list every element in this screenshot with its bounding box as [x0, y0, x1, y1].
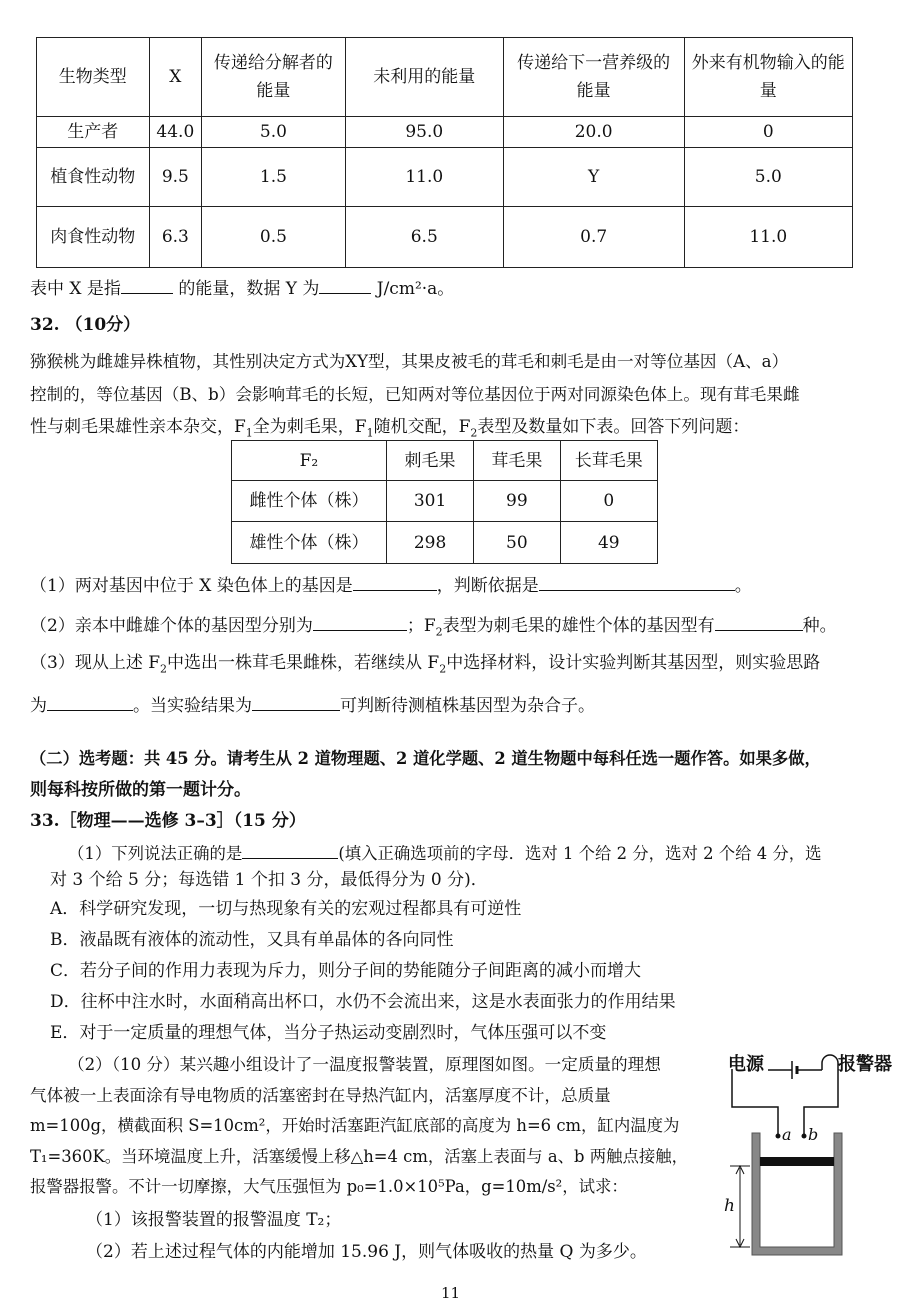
table-cell: 95.0 [345, 117, 503, 148]
table-cell: 5.0 [684, 148, 852, 207]
option-e: E．对于一定质量的理想气体，当分子热运动变剧烈时，气体压强可以不变 [50, 1023, 607, 1043]
answer-blank[interactable] [539, 572, 735, 591]
q33-sub1: （1）该报警装置的报警温度 T₂； [86, 1210, 342, 1230]
alarm-label: 报警器 [838, 1054, 892, 1075]
q32-part1: （1）两对基因中位于 X 染色体上的基因是 ，判断依据是 。 [30, 572, 752, 598]
option-c: C．若分子间的作用力表现为斥力，则分子间的势能随分子间距离的减小而增大 [50, 961, 642, 981]
table-header: F₂ [232, 441, 387, 481]
energy-table [36, 37, 853, 268]
q32-intro: 控制的，等位基因（B、b）会影响茸毛的长短，已知两对等位基因位于两对同源染色体上。现有茸毛果雌 [30, 385, 800, 404]
table-cell: 肉食性动物 [37, 207, 150, 268]
option-b: B．液晶既有液体的流动性，又具有单晶体的各向同性 [50, 930, 454, 950]
q33-part2: 气体被一上表面涂有导电物质的活塞密封在导热汽缸内，活塞厚度不计，总质量 [30, 1086, 611, 1105]
table-cell: 0 [684, 117, 852, 148]
q33-title: 33.［物理——选修 3–3］（15 分） [30, 811, 306, 831]
contact-b [802, 1134, 807, 1139]
elective-instructions: （二）选考题：共 45 分。请考生从 2 道物理题、2 道化学题、2 道生物题中每科任选一题作答。如果多做， [30, 749, 821, 768]
table-header: 未利用的能量 [345, 38, 503, 117]
table-header: 外来有机物输入的能量 [684, 38, 852, 117]
table-cell: 雌性个体（株） [232, 481, 387, 522]
table-cell: 0 [560, 481, 657, 522]
table-cell: 99 [474, 481, 560, 522]
answer-blank[interactable] [47, 692, 133, 711]
answer-blank[interactable] [319, 275, 371, 294]
contact-a [776, 1134, 781, 1139]
table-cell: Y [503, 148, 684, 207]
answer-blank[interactable] [313, 612, 407, 631]
q33-part2: m=100g，横截面积 S=10cm²，开始时活塞距汽缸底部的高度为 h=6 cm，缸内温度为 [30, 1116, 680, 1135]
contact-b-label: b [808, 1125, 819, 1144]
table-cell: 301 [386, 481, 473, 522]
f2-table [231, 440, 658, 564]
q32-part3: （3）现从上述 $F_2$中选出一株茸毛果雌株，若继续从 $F_2$中选择材料，设计实验判断其基因型，则实验思路 [30, 653, 821, 676]
table-cell: 6.3 [149, 207, 202, 268]
answer-blank[interactable] [715, 612, 803, 631]
answer-blank[interactable] [121, 275, 173, 294]
alarm-bell-icon [822, 1055, 838, 1070]
table-cell: 0.7 [503, 207, 684, 268]
answer-blank[interactable] [353, 572, 437, 591]
q33-sub2: （2）若上述过程气体的内能增加 15.96 J，则气体吸收的热量 Q 为多少。 [86, 1242, 647, 1262]
contact-a-label: a [782, 1125, 792, 1144]
q32-intro: 性与刺毛果雄性亲本杂交，$F_1$全为刺毛果，$F_1$随机交配，$F_2$表型及数量如下表。回答下列问题： [30, 417, 750, 440]
table-cell: 植食性动物 [37, 148, 150, 207]
table-cell: 5.0 [202, 117, 346, 148]
table-header: 传递给下一营养级的能量 [503, 38, 684, 117]
table-cell: 44.0 [149, 117, 202, 148]
table-cell: 6.5 [345, 207, 503, 268]
table-header: 传递给分解者的能量 [202, 38, 346, 117]
q33-part2: T₁=360K。当环境温度上升，活塞缓慢上移△h=4 cm，活塞上表面与 a、b 两触点接触， [30, 1147, 689, 1166]
table-cell: 298 [386, 522, 473, 564]
q32-part2: （2）亲本中雌雄个体的基因型分别为 ；$F_2$表型为刺毛果的雄性个体的基因型有 种。 [30, 612, 837, 644]
table-header: 长茸毛果 [560, 441, 657, 481]
option-d: D．往杯中注水时，水面稍高出杯口，水仍不会流出来，这是水表面张力的作用结果 [50, 992, 676, 1012]
q33-part1: （1）下列说法正确的是 (填入正确选项前的字母．选对 1 个给 2 分，选对 2 个给 4 分，选 [68, 840, 822, 866]
table-cell: 50 [474, 522, 560, 564]
table-header: 刺毛果 [386, 441, 473, 481]
q33-part2: 报警器报警。不计一切摩擦，大气压强恒为 p₀=1.0×10⁵Pa，g=10m/s²，试求： [30, 1177, 628, 1196]
table-header: X [149, 38, 202, 117]
table-cell: 20.0 [503, 117, 684, 148]
q33-part1-cont: 对 3 个给 5 分；每选错 1 个扣 3 分，最低得分为 0 分)． [50, 870, 488, 890]
circuit-wire [732, 1075, 778, 1135]
table-cell: 11.0 [345, 148, 503, 207]
power-label: 电源 [728, 1054, 764, 1075]
table-cell: 雄性个体（株） [232, 522, 387, 564]
q31-answer-line: 表中 X 是指 的能量，数据 Y 为 J/cm²·a。 [30, 275, 454, 301]
cylinder [752, 1133, 842, 1255]
table-cell: 0.5 [202, 207, 346, 268]
table-cell: 1.5 [202, 148, 346, 207]
table-cell: 9.5 [149, 148, 202, 207]
table-header: 生物类型 [37, 38, 150, 117]
table-header: 茸毛果 [474, 441, 560, 481]
table-cell: 49 [560, 522, 657, 564]
q32-part3-cont: 为 。当实验结果为 可判断待测植株基因型为杂合子。 [30, 692, 595, 718]
table-cell: 11.0 [684, 207, 852, 268]
q32-intro: 猕猴桃为雌雄异株植物，其性别决定方式为XY型，其果皮被毛的茸毛和刺毛是由一对等位基因（A、a） [30, 352, 789, 371]
table-cell: 生产者 [37, 117, 150, 148]
answer-blank[interactable] [242, 840, 338, 859]
page-number: 11 [441, 1284, 461, 1302]
piston [760, 1157, 834, 1166]
height-label: h [724, 1196, 735, 1216]
option-a: A．科学研究发现，一切与热现象有关的宏观过程都具有可逆性 [50, 899, 522, 919]
answer-blank[interactable] [252, 692, 340, 711]
q33-part2: （2）（10 分）某兴趣小组设计了一温度报警装置，原理图如图。一定质量的理想 [68, 1055, 661, 1074]
elective-instructions: 则每科按所做的第一题计分。 [30, 780, 251, 800]
alarm-device-diagram [722, 1045, 900, 1280]
q32-title: 32. （10分） [30, 315, 141, 335]
